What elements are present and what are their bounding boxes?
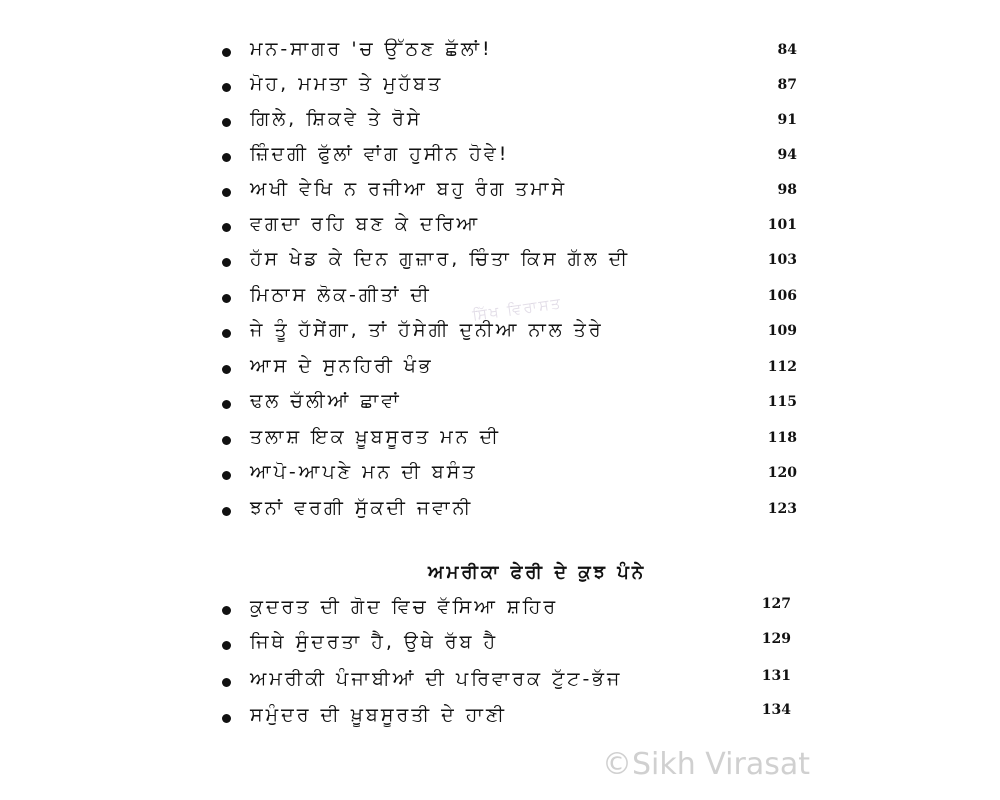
toc-entry-page: 123	[767, 501, 797, 517]
toc-section-entry-4	[222, 702, 797, 736]
toc-entry-title: ਵਗਦਾ ਰਹਿ ਬਣ ਕੇ ਦਰਿਆ	[250, 213, 481, 235]
toc-entry-2	[222, 75, 797, 105]
toc-entry-page: 131	[761, 668, 791, 684]
toc-entry-title: ਮਨ-ਸਾਗਰ 'ਚ ਉੱਠਣ ਛੱਲਾਂ!	[250, 38, 493, 60]
toc-entry-11	[222, 392, 797, 422]
bullet	[222, 641, 231, 650]
toc-entry-page: 87	[777, 77, 797, 93]
toc-entry-title: ਮੋਹ, ਮਮਤਾ ਤੇ ਮੁਹੱਬਤ	[250, 73, 444, 95]
section-heading: ਅਮਰੀਕਾ ਫੇਰੀ ਦੇ ਕੁਝ ਪੰਨੇ	[428, 562, 647, 583]
toc-section-entry-1	[222, 598, 797, 628]
toc-entry-title: ਤਲਾਸ਼ ਇਕ ਖ਼ੂਬਸੂਰਤ ਮਨ ਦੀ	[250, 426, 501, 448]
toc-entry-10	[222, 357, 797, 387]
toc-entry-page: 101	[767, 217, 797, 233]
toc-entry-title: ਕੁਦਰਤ ਦੀ ਗੋਦ ਵਿਚ ਵੱਸਿਆ ਸ਼ਹਿਰ	[250, 596, 559, 618]
toc-entry-9	[222, 321, 797, 351]
toc-entry-title: ਜ਼ਿੰਦਗੀ ਫੁੱਲਾਂ ਵਾਂਗ ਹੁਸੀਨ ਹੋਵੇ!	[250, 143, 510, 165]
bullet	[222, 606, 231, 615]
toc-entry-4	[222, 145, 797, 175]
toc-entry-title: ਸਮੁੰਦਰ ਦੀ ਖ਼ੂਬਸੂਰਤੀ ਦੇ ਹਾਣੀ	[250, 704, 507, 726]
bullet	[222, 436, 231, 445]
toc-entry-title: ਜਿਥੇ ਸੁੰਦਰਤਾ ਹੈ, ਉਥੇ ਰੱਬ ਹੈ	[250, 631, 499, 653]
bullet	[222, 400, 231, 409]
toc-section-entry-3	[222, 670, 797, 700]
toc-entry-page: 120	[767, 465, 797, 481]
toc-entry-title: ਗਿਲੇ, ਸ਼ਿਕਵੇ ਤੇ ਰੋਸੇ	[250, 108, 423, 130]
bullet	[222, 678, 231, 687]
toc-entry-page: 109	[767, 323, 797, 339]
bullet	[222, 223, 231, 232]
toc-entry-page: 84	[777, 42, 797, 58]
toc-section-entry-2	[222, 633, 797, 663]
bullet	[222, 258, 231, 267]
toc-entry-title: ਮਿਠਾਸ ਲੋਕ-ਗੀਤਾਂ ਦੀ	[250, 284, 432, 306]
toc-entry-title: ਅਮਰੀਕੀ ਪੰਜਾਬੀਆਂ ਦੀ ਪਰਿਵਾਰਕ ਟੁੱਟ-ਭੱਜ	[250, 668, 623, 690]
toc-entry-page: 106	[767, 288, 797, 304]
toc-entry-page: 115	[767, 394, 797, 410]
toc-entry-page: 129	[761, 631, 791, 647]
toc-entry-page: 112	[767, 359, 797, 375]
bullet	[222, 507, 231, 516]
faint-stamp: ਸਿੱਖ ਵਿਰਾਸਤ	[471, 293, 564, 325]
toc-entry-6	[222, 215, 797, 245]
toc-entry-page: 94	[777, 147, 797, 163]
toc-entry-title: ਹੱਸ ਖੇਡ ਕੇ ਦਿਨ ਗੁਜ਼ਾਰ, ਚਿੰਤਾ ਕਿਸ ਗੱਲ ਦੀ	[250, 248, 631, 270]
toc-entry-title: ਜੇ ਤੂੰ ਹੱਸੇਂਗਾ, ਤਾਂ ਹੱਸੇਗੀ ਦੁਨੀਆ ਨਾਲ ਤੇਰੇ	[250, 319, 604, 341]
toc-entry-page: 98	[777, 182, 797, 198]
toc-entry-1	[222, 40, 797, 70]
bullet	[222, 48, 231, 57]
toc-entry-3	[222, 110, 797, 140]
bullet	[222, 153, 231, 162]
bullet	[222, 118, 231, 127]
toc-entry-5	[222, 180, 797, 210]
toc-entry-13	[222, 463, 797, 493]
toc-entry-title: ਝਨਾਂ ਵਰਗੀ ਸੁੱਕਦੀ ਜਵਾਨੀ	[250, 497, 474, 519]
bullet	[222, 365, 231, 374]
toc-entry-14	[222, 499, 797, 529]
toc-entry-7	[222, 250, 797, 280]
bullet	[222, 329, 231, 338]
toc-entry-page: 103	[767, 252, 797, 268]
toc-entry-page: 127	[761, 596, 791, 612]
bullet	[222, 188, 231, 197]
watermark: ©Sikh Virasat	[602, 747, 810, 782]
toc-entry-page: 91	[777, 112, 797, 128]
toc-entry-title: ਢਲ ਚੱਲੀਆਂ ਛਾਵਾਂ	[250, 390, 402, 412]
toc-entry-title: ਆਸ ਦੇ ਸੁਨਹਿਰੀ ਖੰਭ	[250, 355, 434, 377]
toc-entry-title: ਅਖੀ ਵੇਖਿ ਨ ਰਜੀਆ ਬਹੁ ਰੰਗ ਤਮਾਸੇ	[250, 178, 568, 200]
bullet	[222, 83, 231, 92]
toc-entry-12	[222, 428, 797, 458]
toc-entry-page: 134	[761, 702, 791, 718]
toc-entry-page: 118	[767, 430, 797, 446]
bullet	[222, 471, 231, 480]
bullet	[222, 714, 231, 723]
bullet	[222, 294, 231, 303]
toc-entry-title: ਆਪੋ-ਆਪਣੇ ਮਨ ਦੀ ਬਸੰਤ	[250, 461, 478, 483]
